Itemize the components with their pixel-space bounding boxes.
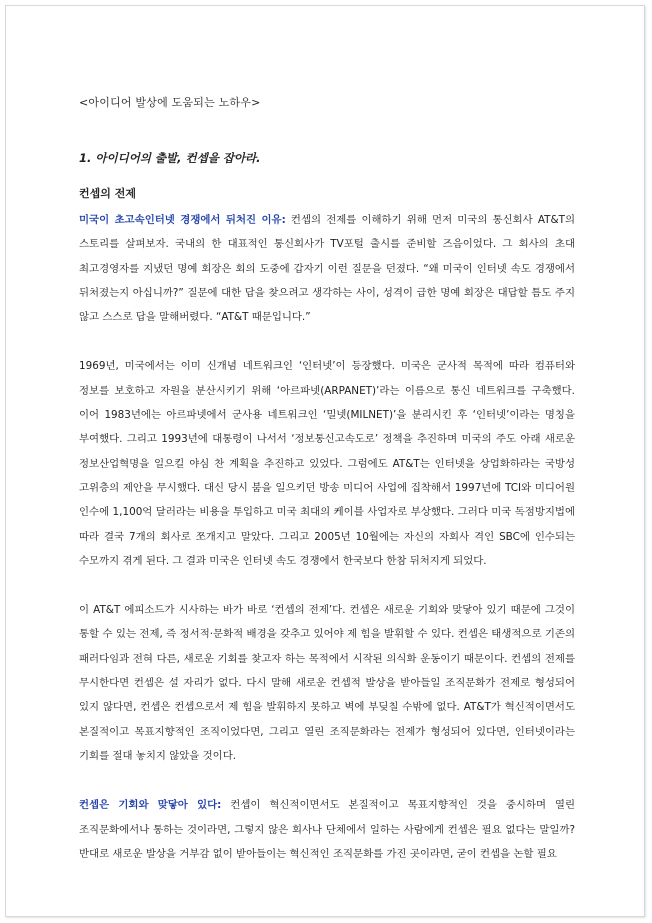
document-body — [79, 94, 575, 891]
paragraph — [79, 598, 575, 768]
paragraph-text: 1969년, 미국에서는 이미 신개념 네트워크인 ‘인터넷’이 등장했다. 미국은 군사적 목적에 따라 컴퓨터와 정보를 보호하고 자원을 분산시키기 위해 ‘아르파넷(ARPANET)’라는 이름으로 통신 네트워크를 구축했다. 이어 1983년에는 아르파넷에서 군사용 네트워크인 ‘밀넷(MILNET)’을 분리시킨 후 ‘인터넷’이라는 명칭을 부여했다. 그리고 1993년에 대통령이 나서서 ‘정보통신고속도로’ 정책을 추진하며 미국의 주도 아래 새로운 정보산업혁명을 일으킬 야심 찬 계획을 추진하고 있었다. 그럼에도 AT&T는 인터넷을 상업화하라는 국방성 고위층의 제안을 무시했다. 대신 당시 붐을 일으키던 방송 미디어 사업에 집착해서 1997년에 TCI와 미디어원 인수에 1,100억 달러라는 비용을 투입하고 미국 최대의 케이블 사업자로 부상했다. 그러다 미국 독점방지법에 따라 결국 7개의 회사로 쪼개지고 말았다. 그리고 2005년 10월에는 자신의 자회사 격인 SBC에 인수되는 수모까지 겪게 된다. 그 결과 미국은 인터넷 속도 경쟁에서 한국보다 한참 뒤처지게 되었다. — [79, 360, 575, 567]
paragraph-lead: 컨셉은 기회와 맞닿아 있다: — [79, 799, 222, 812]
paragraph-text: 컨셉이 혁신적이면서도 본질적이고 목표지향적인 것을 중시하며 열린 조직문화에서나 통하는 것이라면, 그렇지 않은 회사나 단체에서 일하는 사람에게 컨셉은 필요 없다는 말일까? 반대로 새로운 발상을 거부감 없이 받아들이는 혁신적인 조직문화를 가진 곳이라면, 굳이 컨셉을 논할 필요 — [79, 799, 576, 860]
paragraph-text: 컨셉의 전제를 이해하기 위해 먼저 미국의 통신회사 AT&T의 스토리를 살펴보자. 국내의 한 대표적인 통신회사가 TV포털 출시를 준비할 즈음이었다. 그 회사의 초대 최고경영자를 지냈던 명예 회장은 회의 도중에 갑자기 이런 질문을 던졌다. “왜 미국이 인터넷 속도 경쟁에서 뒤처졌는지 아십니까?” 질문에 대한 답을 찾으려고 생각하는 사이, 성격이 급한 명예 회장은 대답할 틈도 주지 않고 스스로 답을 말해버렸다. “AT&T 때문입니다.” — [79, 214, 575, 324]
paragraph-text: 이 AT&T 에피소드가 시사하는 바가 바로 ‘컨셉의 전제’다. 컨셉은 새로운 기회와 맞닿아 있기 때문에 그것이 통할 수 있는 전제, 즉 정서적·문화적 배경을 갖추고 있어야 제 힘을 발휘할 수 있다. 컨셉은 태생적으로 기존의 패러다임과 전혀 다른, 새로운 기회를 찾고자 하는 목적에서 시작된 의식화 운동이기 때문이다. 컨셉의 전제를 무시한다면 컨셉은 설 자리가 없다. 다시 말해 새로운 컨셉적 발상을 받아들일 조직문화가 전제로 형성되어 있지 않다면, 컨셉은 컨셉으로서 제 힘을 발휘하지 못하고 벽에 부딪칠 수밖에 없다. AT&T가 혁신적이면서도 본질적이고 목표지향적인 조직이었다면, 그리고 열린 조직문화라는 전제가 형성되어 있다면, 인터넷이라는 기회를 절대 놓치지 않았을 것이다. — [79, 604, 575, 762]
paragraph — [79, 354, 575, 573]
paragraph — [79, 208, 575, 329]
sub-heading: 컨셉의 전제 — [79, 187, 136, 200]
paragraph — [79, 793, 575, 866]
paragraph-lead: 미국이 초고속인터넷 경쟁에서 뒤처진 이유: — [79, 214, 286, 226]
section-heading: 1. 아이디어의 출발, 컨셉을 잡아라. — [79, 151, 261, 165]
document-title: <아이디어 발상에 도움되는 노하우> — [79, 96, 261, 109]
